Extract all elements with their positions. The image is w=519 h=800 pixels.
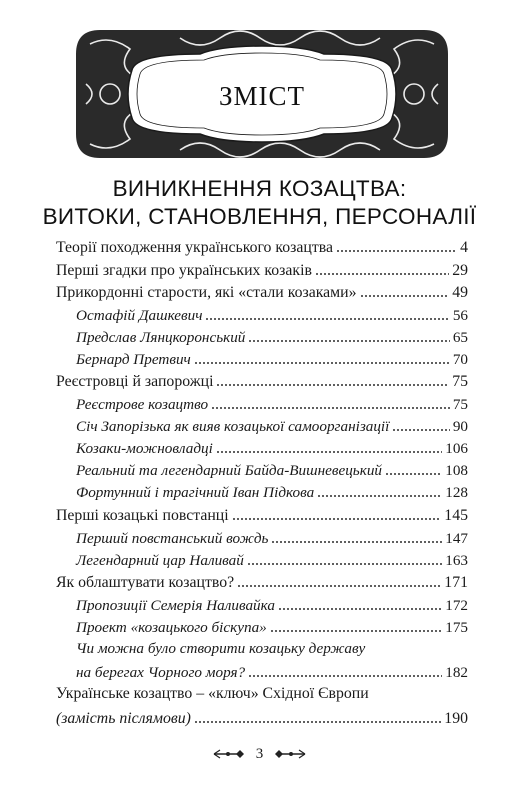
leader-dots xyxy=(247,551,442,567)
leader-dots xyxy=(270,618,442,634)
toc-entry-page: 145 xyxy=(444,507,468,524)
leader-dots xyxy=(237,573,441,589)
leader-dots xyxy=(336,238,457,254)
toc-entry-page: 175 xyxy=(445,619,468,636)
toc-entry[interactable] xyxy=(56,236,468,258)
leader-dots xyxy=(216,372,449,388)
toc-subentry[interactable] xyxy=(76,326,468,348)
toc-entry[interactable] xyxy=(56,259,468,281)
toc-entry[interactable] xyxy=(56,571,468,593)
toc-entry-title: Як облаштувати козацтво? xyxy=(56,574,235,591)
toc-entry-title-line-1: Чи можна було створити козацьку державу xyxy=(76,640,366,657)
toc-entry-title: Теорії походження українського козацтва xyxy=(56,239,334,256)
toc-entry-title: Легендарний цар Наливай xyxy=(76,552,244,569)
ornamental-banner xyxy=(70,24,454,164)
toc-entry-title: Козаки-можновладці xyxy=(76,440,213,457)
toc-entry-title: Бернард Претвич xyxy=(76,351,191,368)
toc-subentry[interactable] xyxy=(76,481,468,503)
toc-entry-title-line-2: на берегах Чорного моря? xyxy=(76,664,246,681)
section-heading-line-1: ВИНИКНЕННЯ КОЗАЦТВА: xyxy=(112,176,407,201)
toc-entry-page: 190 xyxy=(444,710,468,727)
toc-entry-title-line-2: (замість післямови) xyxy=(56,710,191,727)
toc-subentry[interactable] xyxy=(76,616,468,638)
toc-subentry[interactable] xyxy=(76,594,468,616)
toc-subentry[interactable] xyxy=(76,527,468,549)
toc-entry-page: 147 xyxy=(445,530,468,547)
toc-entry-page: 171 xyxy=(444,574,468,591)
leader-dots xyxy=(248,663,442,679)
toc-subentry-multiline[interactable] xyxy=(76,639,468,683)
toc-entry-title-line-1: Українське козацтво – «ключ» Східної Європи xyxy=(56,685,369,702)
toc-entry[interactable] xyxy=(56,504,468,526)
leader-dots xyxy=(205,306,449,322)
toc-subentry[interactable] xyxy=(76,437,468,459)
left-ornament-icon xyxy=(212,748,246,760)
toc-entry-title: Прикордонні старости, які «стали козаками» xyxy=(56,284,357,301)
toc-entry-page: 56 xyxy=(452,307,468,324)
leader-dots xyxy=(278,596,442,612)
toc-entry-page: 29 xyxy=(452,262,468,279)
leader-dots xyxy=(360,283,450,299)
toc-entry-title: Пропозиції Семерія Наливайка xyxy=(76,597,275,614)
toc-subentry[interactable] xyxy=(76,348,468,370)
toc-entry-page: 128 xyxy=(445,484,468,501)
leader-dots xyxy=(392,417,449,433)
leader-dots xyxy=(315,261,449,277)
leader-dots xyxy=(216,439,442,455)
toc-entry-page: 163 xyxy=(445,552,468,569)
leader-dots xyxy=(317,483,442,499)
toc-entry-afterword[interactable] xyxy=(56,684,468,729)
toc-subentry[interactable] xyxy=(76,393,468,415)
leader-dots xyxy=(194,709,441,725)
toc-subentry[interactable] xyxy=(76,549,468,571)
toc-entry-title: Січ Запорізька як вияв козацької самоорганізації xyxy=(76,418,390,435)
leader-dots xyxy=(271,529,442,545)
toc-entry-page: 65 xyxy=(452,329,468,346)
toc-entry-page: 90 xyxy=(452,418,468,435)
toc-entry-title: Реєстрове козацтво xyxy=(76,396,209,413)
toc-entry-title: Предслав Лянцкоронський xyxy=(76,329,246,346)
right-ornament-icon xyxy=(273,748,307,760)
toc-entry-title: Реєстровці й запорожці xyxy=(56,373,214,390)
toc-subentry[interactable] xyxy=(76,415,468,437)
toc-subentry[interactable] xyxy=(76,459,468,481)
toc-entry-page: 75 xyxy=(452,396,468,413)
toc-entry-page: 182 xyxy=(445,664,468,681)
toc-entry-page: 75 xyxy=(452,373,468,390)
leader-dots xyxy=(248,328,449,344)
toc-entry-page: 70 xyxy=(452,351,468,368)
toc-entry-page: 172 xyxy=(445,597,468,614)
toc-entry-page: 106 xyxy=(445,440,468,457)
toc-entry-title: Реальний та легендарний Байда-Вишневецький xyxy=(76,462,383,479)
banner-title: ЗМІСТ xyxy=(218,81,306,111)
toc-entry-title: Проект «козацького біскупа» xyxy=(76,619,267,636)
leader-dots xyxy=(211,395,450,411)
leader-dots xyxy=(385,461,442,477)
toc-entry-page: 49 xyxy=(452,284,468,301)
toc-entry-page: 4 xyxy=(460,239,468,256)
toc-entry-page: 108 xyxy=(445,462,468,479)
section-heading-line-2: ВИТОКИ, СТАНОВЛЕННЯ, ПЕРСОНАЛІЇ xyxy=(42,204,477,229)
page-number: 3 xyxy=(255,745,264,762)
toc-entry-title: Фортунний і трагічний Іван Підкова xyxy=(76,484,315,501)
toc-entry-title: Перші згадки про українських козаків xyxy=(56,262,312,279)
leader-dots xyxy=(194,350,450,366)
toc-entry[interactable] xyxy=(56,281,468,303)
toc-entry-title: Перші козацькі повстанці xyxy=(56,507,229,524)
leader-dots xyxy=(232,506,442,522)
page-footer xyxy=(0,742,519,766)
toc-subentry[interactable] xyxy=(76,304,468,326)
toc-entry[interactable] xyxy=(56,370,468,392)
toc-entry-title: Перший повстанський вождь xyxy=(76,530,269,547)
toc-entry-title: Остафій Дашкевич xyxy=(76,307,203,324)
